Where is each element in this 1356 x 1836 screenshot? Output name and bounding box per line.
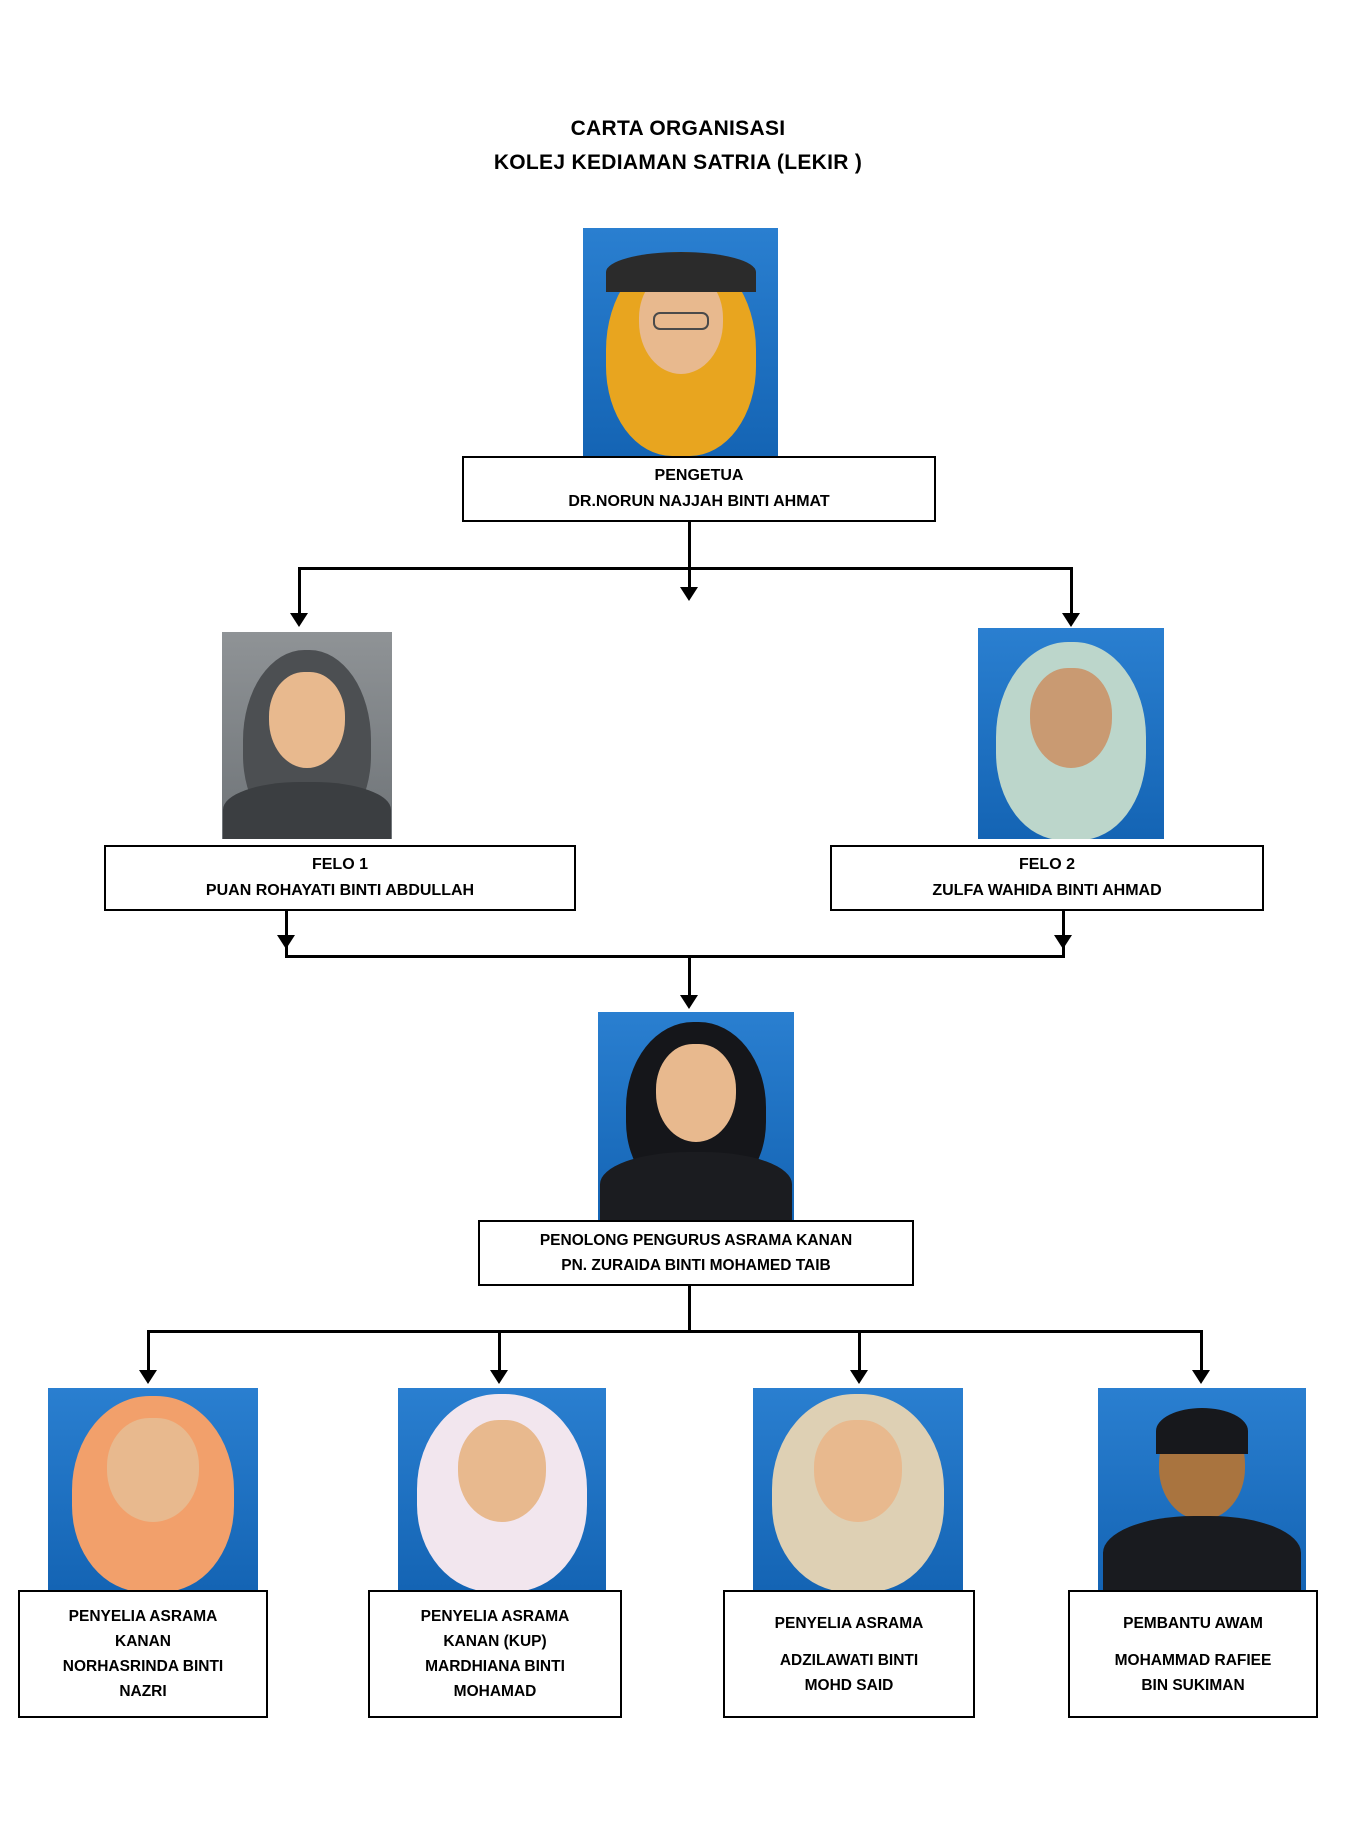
photo-felo-2 [978, 628, 1164, 839]
arrow-to-penolong [680, 995, 698, 1009]
node-felo-2-role: FELO 2 [1018, 856, 1075, 873]
node-staff-1[interactable] [18, 1590, 268, 1718]
node-staff-1-role-line-2: KANAN [115, 1633, 171, 1650]
connector-penolong-drop [688, 955, 691, 999]
connector-staff-2-drop [498, 1330, 501, 1374]
node-staff-2-name-line-2: MOHAMAD [453, 1683, 537, 1700]
connector-staff-1-drop [147, 1330, 150, 1374]
node-staff-4[interactable] [1068, 1590, 1318, 1718]
node-staff-1-role-line-1: PENYELIA ASRAMA [68, 1608, 218, 1625]
node-staff-4-name-line-2: BIN SUKIMAN [1141, 1676, 1245, 1694]
arrow-center-level2 [680, 587, 698, 601]
face-shape [458, 1420, 546, 1522]
face-shape [269, 672, 345, 768]
arrow-to-staff-2 [490, 1370, 508, 1384]
photo-penolong-pengurus [598, 1012, 794, 1220]
chart-title [0, 112, 1356, 180]
face-shape [814, 1420, 902, 1522]
photo-staff-1 [48, 1388, 258, 1590]
node-staff-4-name-line-1: MOHAMMAD RAFIEE [1114, 1651, 1272, 1669]
arrow-to-felo2 [1062, 613, 1080, 627]
connector-level2-bus [298, 567, 1072, 570]
node-pengetua-role: PENGETUA [654, 467, 744, 484]
connector-staff-3-drop [858, 1330, 861, 1374]
photo-felo-1 [222, 632, 392, 839]
node-staff-1-name-line-2: NAZRI [119, 1683, 167, 1700]
face-shape [1030, 668, 1112, 768]
arrow-to-felo1 [290, 613, 308, 627]
face-shape [656, 1044, 736, 1142]
node-staff-2-name-line-1: MARDHIANA BINTI [425, 1658, 565, 1675]
shoulders-shape [600, 1152, 792, 1220]
node-felo-1-name: PUAN ROHAYATI BINTI ABDULLAH [205, 882, 475, 899]
connector-center-drop [688, 567, 691, 589]
connector-level3-bus [285, 955, 1065, 958]
node-penolong-name: PN. ZURAIDA BINTI MOHAMED TAIB [561, 1257, 831, 1274]
hair-shape [1156, 1408, 1248, 1454]
chart-title-line-1: CARTA ORGANISASI [570, 117, 786, 140]
shirt-shape [1103, 1516, 1301, 1590]
node-felo-2[interactable] [830, 845, 1264, 911]
node-staff-1-name-line-1: NORHASRINDA BINTI [62, 1658, 224, 1675]
hijab-front-shape [606, 252, 756, 292]
connector-penolong-down [688, 1286, 691, 1330]
node-staff-4-role-line-1: PEMBANTU AWAM [1123, 1614, 1263, 1632]
face-shape [107, 1418, 199, 1522]
node-staff-3-role-line-1: PENYELIA ASRAMA [774, 1614, 924, 1632]
node-felo-1-role: FELO 1 [311, 856, 368, 873]
connector-felo1-drop [298, 567, 301, 615]
arrow-to-staff-3 [850, 1370, 868, 1384]
node-staff-2-role-line-2: KANAN (KUP) [443, 1633, 547, 1650]
connector-level4-bus [147, 1330, 1200, 1333]
arrow-to-staff-1 [139, 1370, 157, 1384]
glasses-icon [653, 312, 709, 330]
node-felo-1[interactable] [104, 845, 576, 911]
node-staff-3-name-line-1: ADZILAWATI BINTI [779, 1651, 919, 1669]
node-felo-2-name: ZULFA WAHIDA BINTI AHMAD [932, 882, 1162, 899]
node-penolong-pengurus[interactable] [478, 1220, 914, 1286]
node-staff-3[interactable] [723, 1590, 975, 1718]
photo-staff-3 [753, 1388, 963, 1590]
chart-title-line-2: KOLEJ KEDIAMAN SATRIA (LEKIR ) [493, 151, 863, 174]
node-staff-2-role-line-1: PENYELIA ASRAMA [420, 1608, 570, 1625]
connector-pengetua-down [688, 522, 691, 567]
shoulders-shape [223, 782, 391, 839]
arrow-felo2-bottom [1054, 935, 1072, 949]
photo-staff-4 [1098, 1388, 1306, 1590]
photo-staff-2 [398, 1388, 606, 1590]
node-pengetua-name: DR.NORUN NAJJAH BINTI AHMAT [568, 493, 830, 510]
node-staff-3-name-line-2: MOHD SAID [804, 1676, 894, 1694]
connector-felo2-drop [1070, 567, 1073, 615]
arrow-to-staff-4 [1192, 1370, 1210, 1384]
node-pengetua[interactable] [462, 456, 936, 522]
connector-staff-4-drop [1200, 1330, 1203, 1374]
node-penolong-role: PENOLONG PENGURUS ASRAMA KANAN [539, 1232, 853, 1249]
arrow-felo1-bottom [277, 935, 295, 949]
photo-pengetua [583, 228, 778, 456]
node-staff-2[interactable] [368, 1590, 622, 1718]
